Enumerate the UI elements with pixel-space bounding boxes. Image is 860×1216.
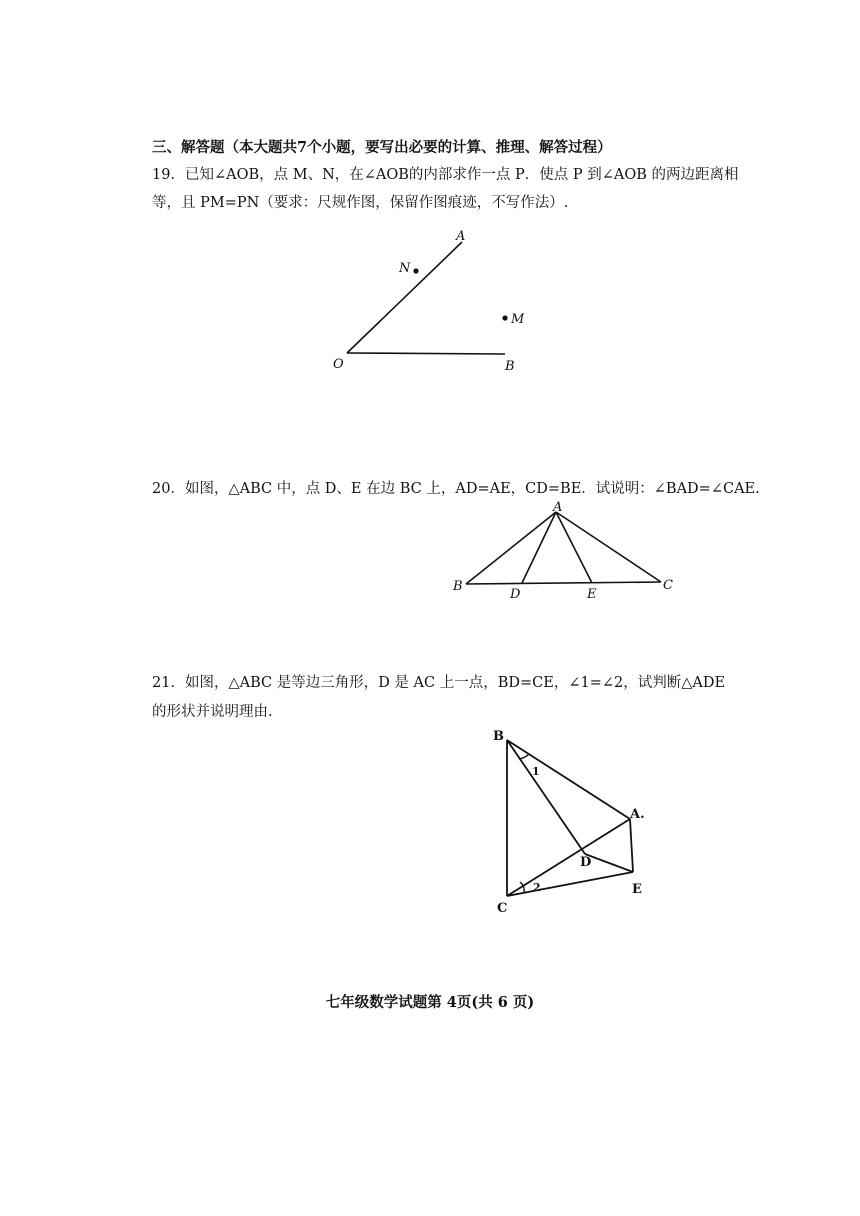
label-c: C: [497, 901, 508, 916]
segment-ae: [556, 512, 592, 583]
label-c: C: [663, 578, 673, 593]
segment-bd: [507, 740, 585, 854]
segment-ac: [556, 512, 661, 582]
q21-text-line2: 的形状并说明理由.: [152, 704, 273, 720]
segment-ba: [507, 740, 630, 819]
q19-text-line1: 19．已知∠AOB，点 M、N，在∠AOB的内部求作一点 P．使点 P 到∠AOB 的两边距离相: [152, 167, 739, 183]
q20-text: 20．如图，△ABC 中，点 D、E 在边 BC 上，AD=AE，CD=BE．试说明：∠BAD=∠CAE.: [152, 481, 760, 497]
q21-text-line1: 21．如图，△ABC 是等边三角形，D 是 AC 上一点，BD=CE，∠1=∠2，试判断△ADE: [152, 675, 726, 691]
label-d: D: [510, 587, 521, 602]
label-angle-2: 2: [533, 881, 541, 894]
q19-figure: [320, 222, 540, 378]
ray-oa: [347, 242, 462, 353]
label-o: O: [333, 357, 344, 372]
label-a: A: [456, 229, 466, 244]
label-a: A.: [630, 807, 645, 822]
label-a: A: [553, 500, 563, 515]
label-d: D: [580, 855, 592, 870]
angle-1-arc: [519, 754, 529, 759]
label-m: M: [511, 312, 525, 327]
label-n: N: [399, 261, 411, 276]
page-footer: 七年级数学试题第 4页(共 6 页): [325, 994, 535, 1011]
label-angle-1: 1: [532, 765, 540, 778]
label-b: B: [505, 359, 515, 374]
label-e: E: [632, 882, 642, 897]
q19-text-line2: 等，且 PM=PN（要求：尺规作图，保留作图痕迹，不写作法）.: [152, 195, 569, 211]
q20-figure: [446, 498, 686, 602]
point-n: [413, 268, 418, 273]
label-e: E: [587, 587, 597, 602]
label-b: B: [453, 579, 463, 594]
label-b: B: [493, 729, 504, 744]
segment-ab: [466, 512, 556, 584]
segment-ae: [630, 819, 633, 872]
point-m: [502, 315, 507, 320]
segment-ad: [522, 512, 556, 583]
segment-bc: [466, 582, 661, 584]
q21-figure: [484, 720, 674, 922]
section-heading: 三、解答题（本大题共7个小题，要写出必要的计算、推理、解答过程）: [152, 139, 612, 156]
ray-ob: [347, 353, 505, 354]
segment-de: [585, 854, 633, 872]
